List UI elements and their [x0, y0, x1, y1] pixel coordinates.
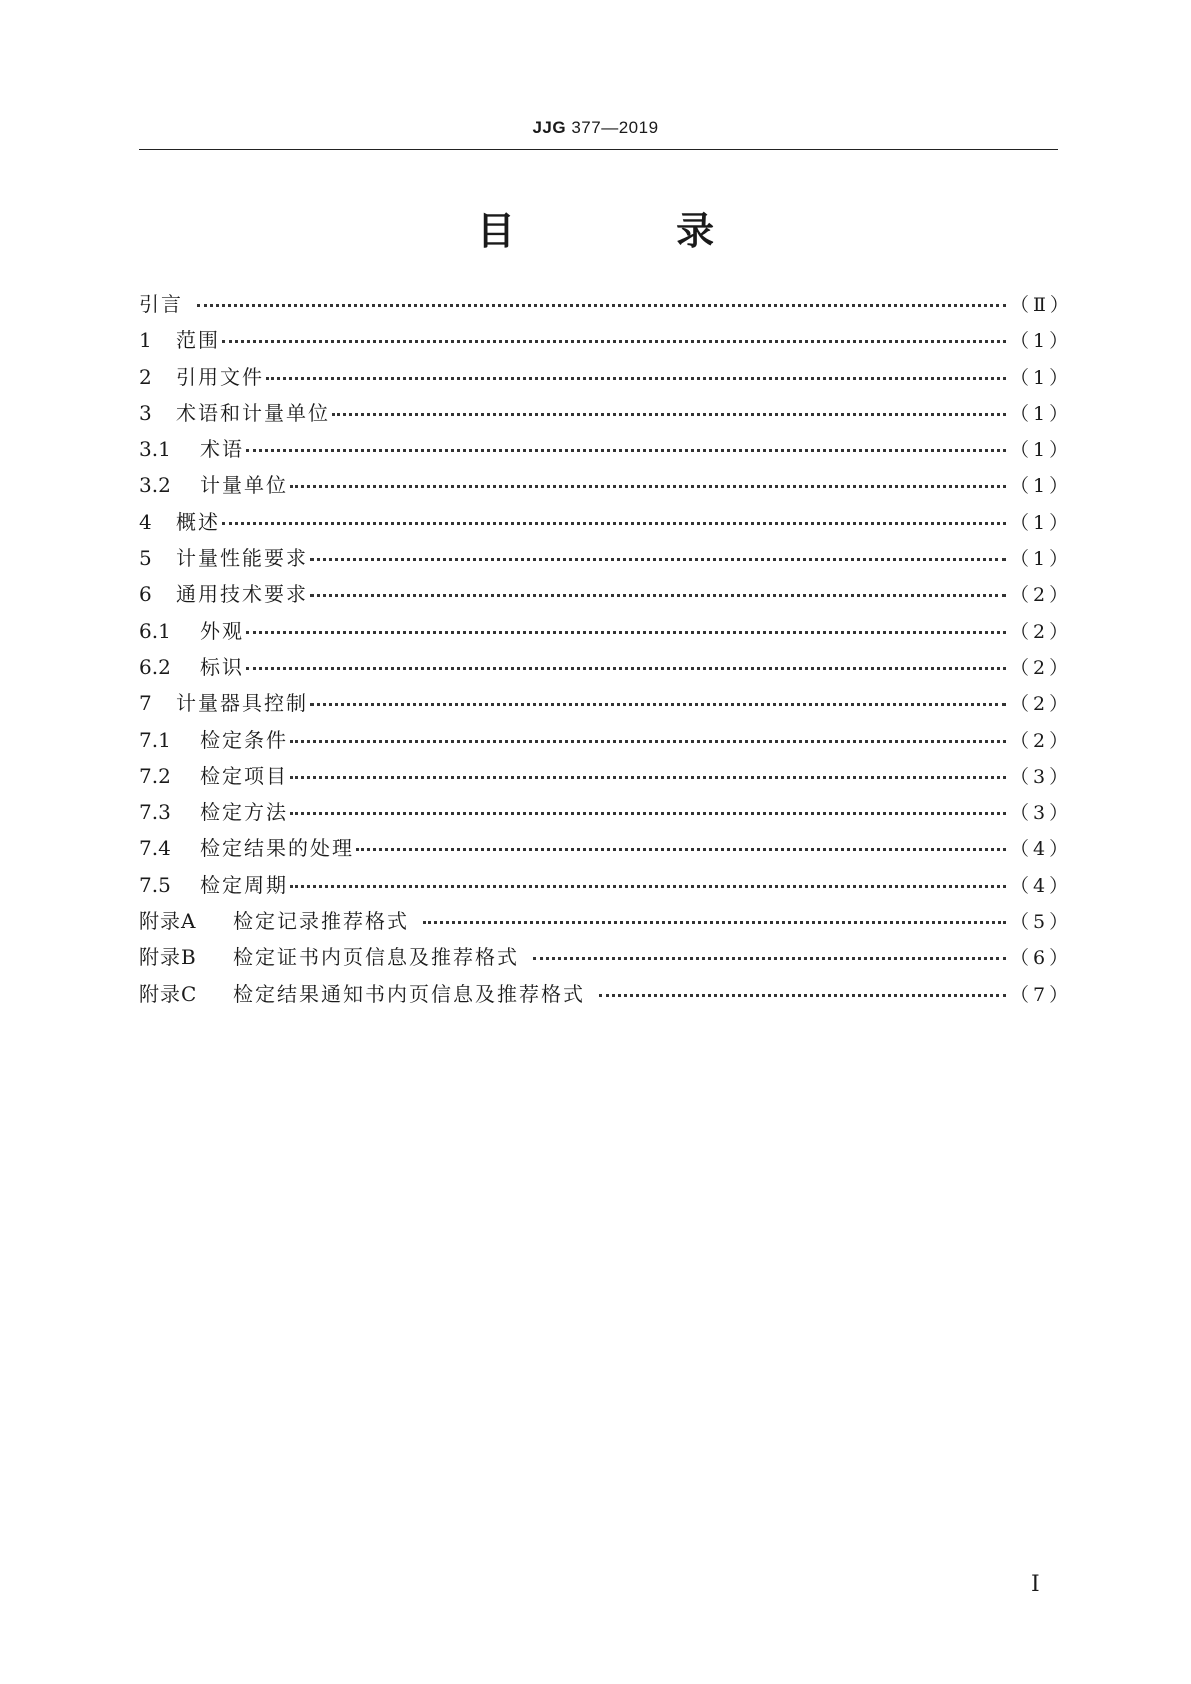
toc-page-number: （5）: [1010, 911, 1073, 934]
dot-leader: [310, 574, 1006, 597]
dot-leader: [246, 611, 1006, 634]
toc-entry-appendix-b[interactable]: [139, 941, 1073, 977]
toc-entry-label: 检定结果通知书内页信息及推荐格式: [233, 981, 585, 1006]
toc-page-number: （4）: [1010, 874, 1073, 897]
toc-entry-label: 检定周期: [200, 872, 288, 897]
toc-entry-5[interactable]: [139, 542, 1073, 578]
toc-page-number: （1）: [1010, 548, 1073, 571]
dot-leader: [290, 792, 1006, 815]
standard-number: 377—2019: [571, 118, 659, 137]
toc-entry-3-1[interactable]: [139, 433, 1073, 469]
toc-section-number: 7.1: [139, 727, 171, 752]
toc-page-number: （3）: [1010, 802, 1073, 825]
toc-page-number: （2）: [1010, 620, 1073, 643]
dot-leader: [266, 357, 1006, 380]
toc-entry-7-4[interactable]: [139, 832, 1073, 868]
toc-entry-3-2[interactable]: [139, 469, 1073, 505]
toc-entry-7-1[interactable]: [139, 724, 1073, 760]
dot-leader: [197, 284, 1006, 307]
header-rule: [139, 149, 1058, 150]
toc-page-number: （3）: [1010, 765, 1073, 788]
toc-entry-foreword[interactable]: [139, 288, 1073, 324]
toc-section-number: 7.2: [139, 763, 171, 788]
toc-section-number: 7.4: [139, 836, 171, 861]
toc-page-number: （4）: [1010, 838, 1073, 861]
dot-leader: [599, 974, 1006, 997]
toc-entry-label: 检定条件: [200, 727, 288, 752]
toc-entry-label: 术语和计量单位: [176, 400, 330, 425]
toc-page-number: （1）: [1010, 366, 1073, 389]
toc-entry-label: 通用技术要求: [176, 582, 308, 607]
running-header: [0, 118, 1191, 138]
toc-page-number: （2）: [1010, 584, 1073, 607]
toc-section-number: 7.5: [139, 872, 171, 897]
dot-leader: [290, 865, 1006, 888]
toc-entry-7-5[interactable]: [139, 869, 1073, 905]
toc-page-number: （1）: [1010, 330, 1073, 353]
toc-entry-label: 标识: [200, 654, 244, 679]
toc-appendix-tag: 附录C: [139, 981, 198, 1006]
toc-entry-2[interactable]: [139, 361, 1073, 397]
toc-entry-7[interactable]: [139, 687, 1073, 723]
toc-entry-4[interactable]: [139, 506, 1073, 542]
toc-appendix-tag: 附录A: [139, 909, 197, 934]
dot-leader: [246, 647, 1006, 670]
toc-entry-appendix-c[interactable]: [139, 978, 1073, 1014]
toc-entry-label: 计量性能要求: [176, 546, 308, 571]
toc-entry-6-1[interactable]: [139, 615, 1073, 651]
dot-leader: [332, 393, 1006, 416]
toc-section-number: 3: [139, 400, 152, 425]
toc-entry-label: 计量单位: [200, 473, 288, 498]
toc-section-number: 3.1: [139, 437, 171, 462]
toc-entry-appendix-a[interactable]: [139, 905, 1073, 941]
dot-leader: [423, 901, 1006, 924]
toc-page-number: （1）: [1010, 402, 1073, 425]
toc-section-number: 6.1: [139, 618, 171, 643]
toc-section-number: 7.3: [139, 800, 171, 825]
toc-section-number: 6: [139, 582, 152, 607]
standard-code: JJG: [532, 118, 567, 137]
toc-page-number: （1）: [1010, 511, 1073, 534]
toc-entry-label: 范围: [176, 328, 220, 353]
toc-entry-7-3[interactable]: [139, 796, 1073, 832]
toc-appendix-tag: 附录B: [139, 945, 197, 970]
toc-entry-label: 引用文件: [176, 364, 264, 389]
dot-leader: [222, 502, 1006, 525]
toc-entry-7-2[interactable]: [139, 760, 1073, 796]
toc-entry-1[interactable]: [139, 324, 1073, 360]
dot-leader: [310, 683, 1006, 706]
table-of-contents: [139, 288, 1073, 1014]
toc-page-number: （1）: [1010, 439, 1073, 462]
toc-page-number: （6）: [1010, 947, 1073, 970]
toc-entry-label: 概述: [176, 509, 220, 534]
toc-entry-label: 检定证书内页信息及推荐格式: [233, 945, 519, 970]
toc-page-number: （Ⅱ）: [1010, 294, 1073, 316]
dot-leader: [356, 828, 1006, 851]
toc-entry-label: 术语: [200, 437, 244, 462]
toc-section-number: 4: [139, 509, 152, 534]
toc-section-number: 3.2: [139, 473, 171, 498]
toc-entry-6-2[interactable]: [139, 651, 1073, 687]
dot-leader: [533, 937, 1006, 960]
dot-leader: [246, 429, 1006, 452]
dot-leader: [290, 720, 1006, 743]
toc-page-number: （2）: [1010, 693, 1073, 716]
toc-section-number: 6.2: [139, 654, 171, 679]
page-folio-number: Ⅰ: [1031, 1572, 1040, 1597]
dot-leader: [310, 538, 1006, 561]
toc-section-number: 7: [139, 691, 152, 716]
toc-entry-label: 引言: [139, 292, 183, 316]
toc-section-number: 5: [139, 546, 152, 571]
toc-entry-6[interactable]: [139, 578, 1073, 614]
toc-section-number: 2: [139, 364, 152, 389]
toc-entry-label: 外观: [200, 618, 244, 643]
page-title: 目 录: [476, 209, 789, 253]
toc-entry-label: 检定记录推荐格式: [233, 909, 409, 934]
toc-section-number: 1: [139, 328, 152, 353]
toc-page-number: （2）: [1010, 729, 1073, 752]
dot-leader: [222, 320, 1006, 343]
toc-entry-label: 检定结果的处理: [200, 836, 354, 861]
toc-entry-label: 检定项目: [200, 763, 288, 788]
toc-entry-3[interactable]: [139, 397, 1073, 433]
toc-entry-label: 计量器具控制: [176, 691, 308, 716]
toc-page-number: （7）: [1010, 983, 1073, 1006]
dot-leader: [290, 465, 1006, 488]
toc-page-number: （1）: [1010, 475, 1073, 498]
toc-page-number: （2）: [1010, 656, 1073, 679]
dot-leader: [290, 756, 1006, 779]
toc-entry-label: 检定方法: [200, 800, 288, 825]
